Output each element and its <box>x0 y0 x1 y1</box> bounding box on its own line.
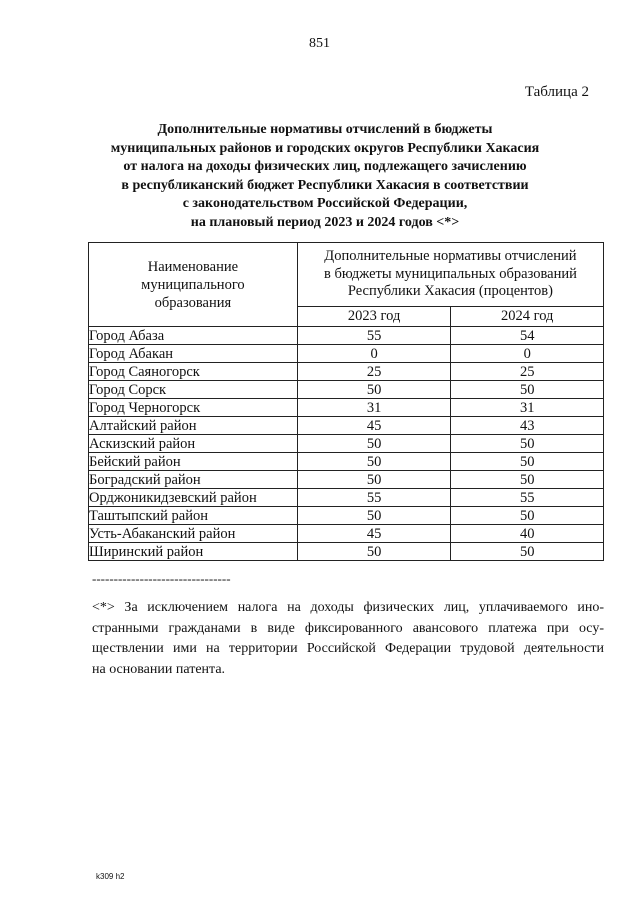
municipality-name-cell: Город Саяногорск <box>89 363 298 381</box>
value-2024-cell: 50 <box>451 435 604 453</box>
document-title <box>60 121 590 232</box>
title-line: на плановый период 2023 и 2024 годов <*> <box>190 214 460 230</box>
value-2024-cell: 40 <box>451 525 604 543</box>
normatives-table <box>88 242 604 561</box>
value-2023-cell: 45 <box>297 525 451 543</box>
value-2023-cell: 50 <box>297 453 451 471</box>
table-row <box>89 399 604 417</box>
value-2024-cell: 55 <box>451 489 604 507</box>
document-stamp: k309 h2 <box>96 872 125 881</box>
value-2024-cell: 50 <box>451 471 604 489</box>
municipality-name-cell: Город Абаза <box>89 327 298 345</box>
footnote-separator: -------------------------------- <box>92 571 231 586</box>
header-group-line: Дополнительные нормативы отчислений <box>324 248 577 265</box>
title-line: в республиканский бюджет Республики Хакасия в соответствии <box>121 177 529 193</box>
table-row <box>89 345 604 363</box>
municipality-name-cell: Орджоникидзевский район <box>89 489 298 507</box>
header-name-line: Наименование <box>147 258 239 275</box>
title-line: от налога на доходы физических лиц, подлежащего зачислению <box>123 159 527 174</box>
page-number: 851 <box>309 36 330 51</box>
municipality-name-cell: Бейский район <box>89 453 298 471</box>
table-row <box>89 363 604 381</box>
municipality-name-cell: Боградский район <box>89 471 298 489</box>
municipality-name-cell: Усть-Абаканский район <box>89 525 298 543</box>
value-2024-cell: 54 <box>451 327 604 345</box>
municipality-name-cell: Ширинский район <box>89 543 298 561</box>
header-name-line: муниципального <box>141 276 245 293</box>
header-year-2024: 2024 год <box>451 306 604 326</box>
title-line: с законодательством Российской Федерации, <box>182 196 468 211</box>
table-row <box>89 471 604 489</box>
value-2024-cell: 50 <box>451 507 604 525</box>
title-line: муниципальных районов и городских округов Республики Хакасия <box>110 140 540 156</box>
table-row <box>89 543 604 561</box>
municipality-name-cell: Город Абакан <box>89 345 298 363</box>
table-row <box>89 507 604 525</box>
value-2024-cell: 50 <box>451 543 604 561</box>
municipality-name-cell: Аскизский район <box>89 435 298 453</box>
footnote-line: на основании патента. <box>92 661 226 677</box>
value-2024-cell: 31 <box>451 399 604 417</box>
header-group-line: Республики Хакасия (процентов) <box>347 283 553 300</box>
table-row <box>89 489 604 507</box>
municipality-name-cell: Город Черногорск <box>89 399 298 417</box>
header-normatives-group <box>297 243 603 307</box>
table-row <box>89 525 604 543</box>
table-row <box>89 435 604 453</box>
title-line: Дополнительные нормативы отчислений в бюджеты <box>157 122 493 137</box>
value-2023-cell: 50 <box>297 435 451 453</box>
value-2023-cell: 25 <box>297 363 451 381</box>
table-row <box>89 327 604 345</box>
value-2023-cell: 55 <box>297 489 451 507</box>
value-2024-cell: 43 <box>451 417 604 435</box>
table-row <box>89 417 604 435</box>
value-2023-cell: 50 <box>297 543 451 561</box>
footnote-line: странными гражданами в виде фиксированного авансового платежа при осу- <box>92 620 604 636</box>
value-2024-cell: 25 <box>451 363 604 381</box>
value-2023-cell: 55 <box>297 327 451 345</box>
municipality-name-cell: Город Сорск <box>89 381 298 399</box>
table-body <box>89 327 604 561</box>
footnote <box>92 598 604 680</box>
value-2023-cell: 50 <box>297 507 451 525</box>
header-year-2023: 2023 год <box>297 306 451 326</box>
header-municipality-name <box>89 243 298 327</box>
header-group-line: в бюджеты муниципальных образований <box>323 265 577 282</box>
footnote-line: <*> За исключением налога на доходы физических лиц, уплачиваемого ино- <box>92 600 604 615</box>
table-label: Таблица 2 <box>524 84 589 100</box>
value-2023-cell: 50 <box>297 471 451 489</box>
table-row <box>89 381 604 399</box>
value-2023-cell: 0 <box>297 345 451 363</box>
value-2024-cell: 0 <box>451 345 604 363</box>
value-2024-cell: 50 <box>451 381 604 399</box>
value-2023-cell: 45 <box>297 417 451 435</box>
footnote-line: ществлении ими на территории Российской Федерации трудовой деятельности <box>92 641 604 656</box>
municipality-name-cell: Алтайский район <box>89 417 298 435</box>
value-2023-cell: 31 <box>297 399 451 417</box>
header-name-line: образования <box>154 294 232 311</box>
value-2024-cell: 50 <box>451 453 604 471</box>
municipality-name-cell: Таштыпский район <box>89 507 298 525</box>
value-2023-cell: 50 <box>297 381 451 399</box>
table-row <box>89 453 604 471</box>
